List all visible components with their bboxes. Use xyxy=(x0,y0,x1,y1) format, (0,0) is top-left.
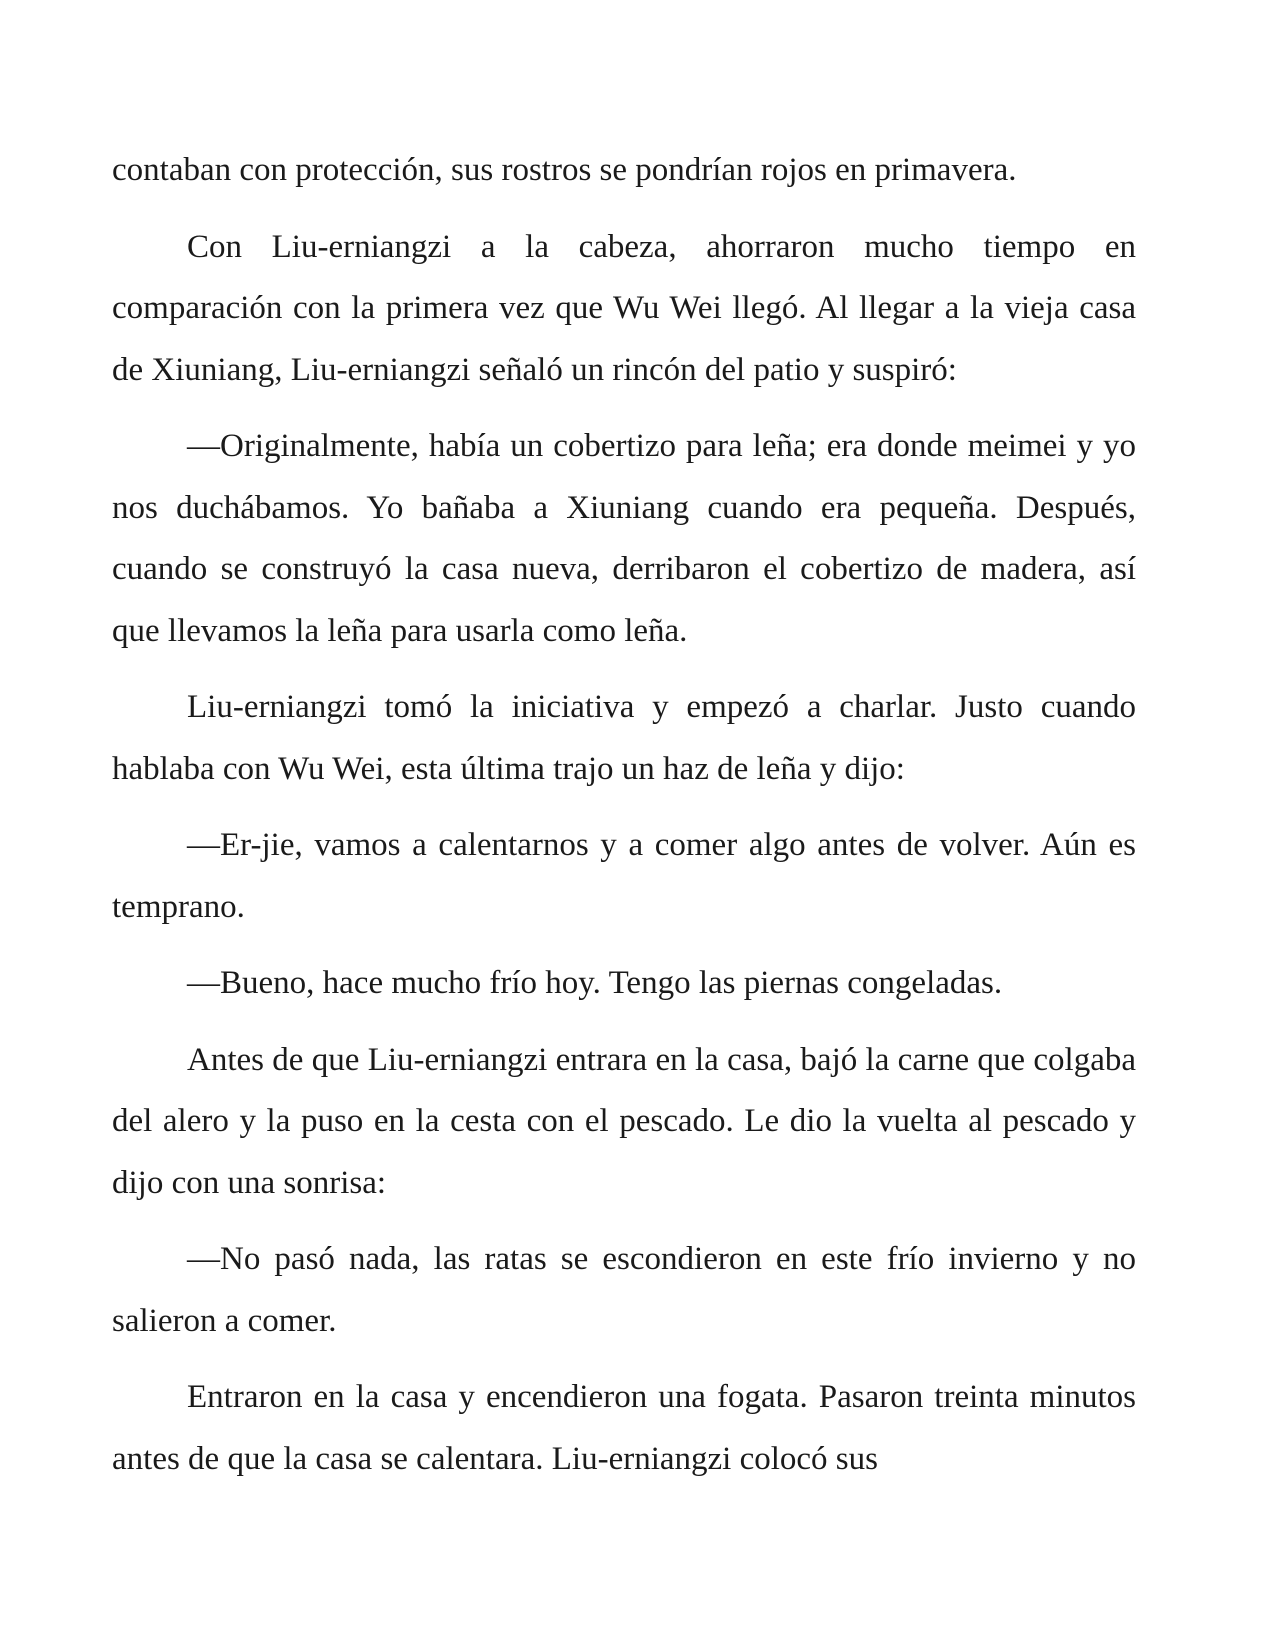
paragraph-1: contaban con protección, sus rostros se pondrían rojos en primavera. xyxy=(112,152,1017,188)
paragraph-6: —Bueno, hace mucho frío hoy. Tengo las piernas congeladas. xyxy=(187,965,1003,1001)
paragraph-9: Entraron en la casa y encendieron una fogata. Pasaron treinta minutos antes de que la casa se calentara. Liu-erniangzi colocó sus xyxy=(112,1379,1136,1477)
paragraph-3: —Originalmente, había un cobertizo para leña; era donde meimei y yo nos duchábamos. Yo bañaba a Xiuniang cuando era pequeña. Después, cuando se construyó la casa nueva, derribaron el cobertizo de madera, así que llevamos la leña para usarla como leña. xyxy=(112,428,1136,649)
paragraph-5: —Er-jie, vamos a calentarnos y a comer algo antes de volver. Aún es temprano. xyxy=(112,827,1136,925)
paragraph-4: Liu-erniangzi tomó la iniciativa y empezó a charlar. Justo cuando hablaba con Wu Wei, esta última trajo un haz de leña y dijo: xyxy=(112,689,1136,787)
paragraph-2: Con Liu-erniangzi a la cabeza, ahorraron mucho tiempo en comparación con la primera vez que Wu Wei llegó. Al llegar a la vieja casa de Xiuniang, Liu-erniangzi señaló un rincón del patio y suspiró: xyxy=(112,228,1136,388)
paragraph-8: —No pasó nada, las ratas se escondieron en este frío invierno y no salieron a comer. xyxy=(112,1241,1136,1339)
body-text xyxy=(112,140,1136,1505)
paragraph-7: Antes de que Liu-erniangzi entrara en la casa, bajó la carne que colgaba del alero y la puso en la cesta con el pescado. Le dio la vuelta al pescado y dijo con una sonrisa: xyxy=(112,1041,1136,1201)
